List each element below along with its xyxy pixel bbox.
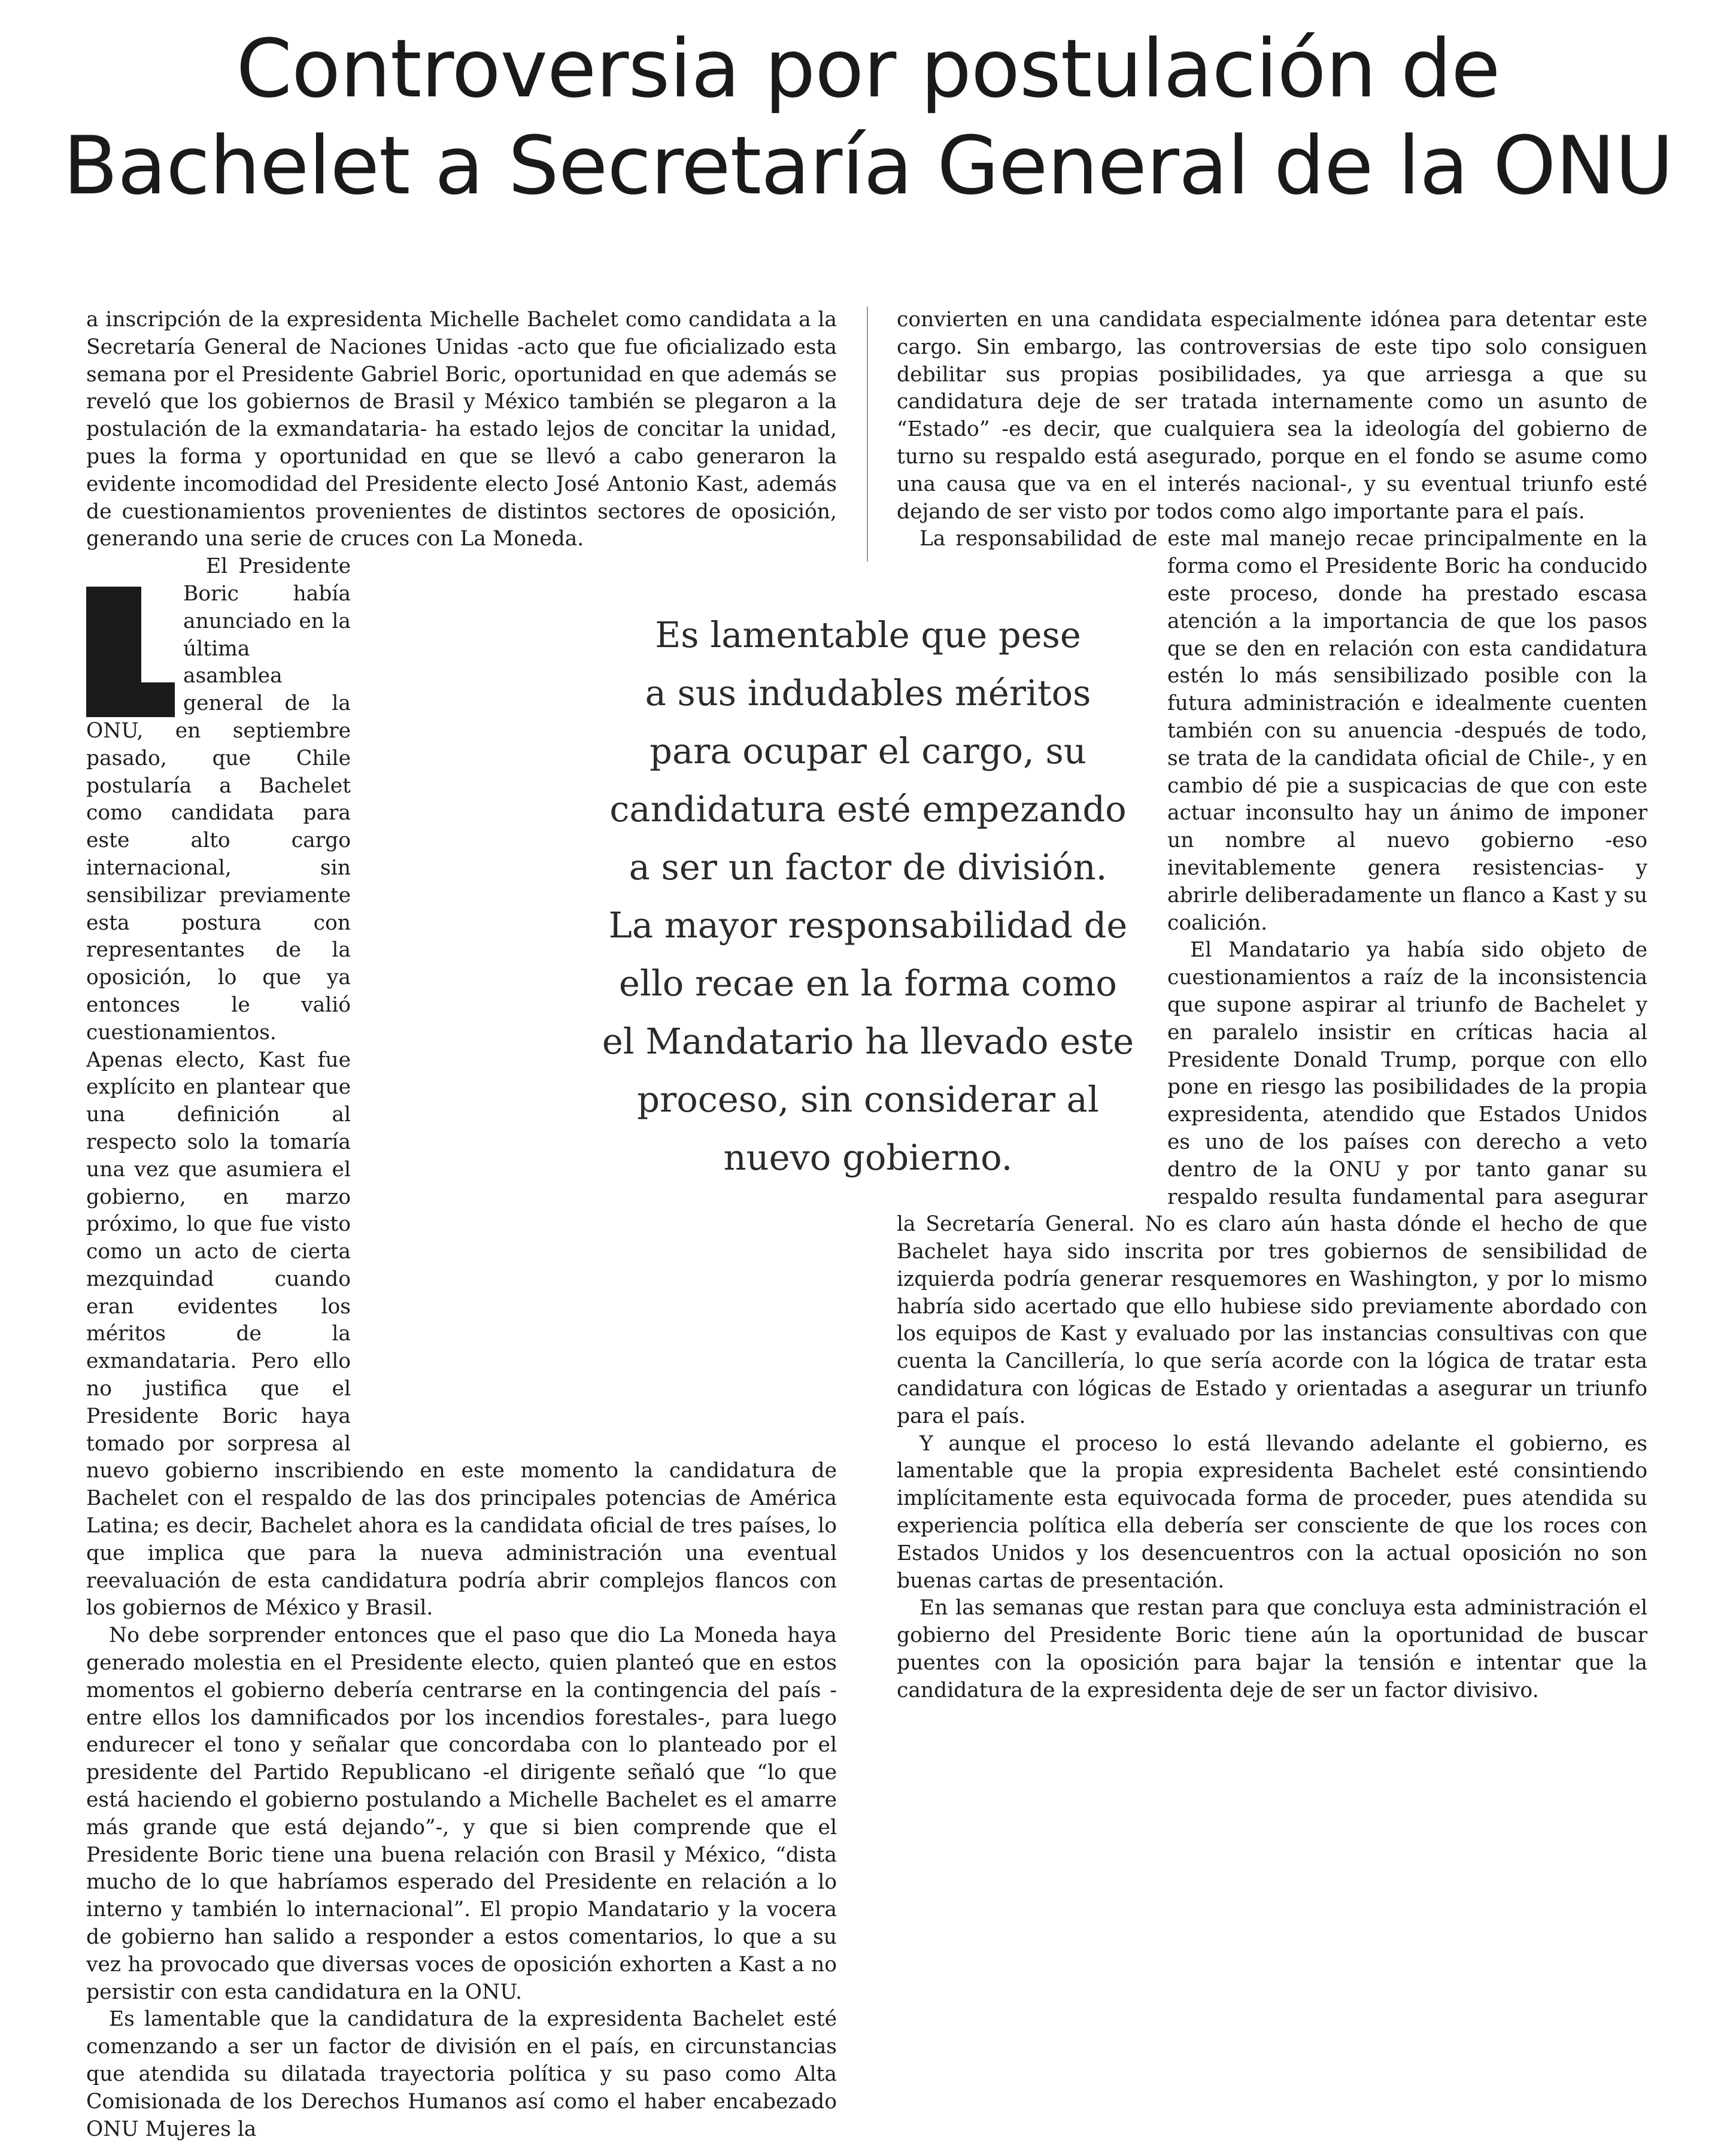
pull-quote-line: Es lamentable que pese [655,614,1081,655]
pull-quote-line: La mayor responsabilidad de [608,904,1128,946]
pull-quote-line: el Mandatario ha llevado este [602,1021,1134,1062]
article-paragraph: Es lamentable que la candidatura de la expresidenta Bachelet esté comenzando a ser un factor de división en el país, en circunstancias que atendida su dilatada trayectoria política y su paso como Alta Comisionada de los Derechos Humanos así como el haber encabezado ONU Mujeres la [86,2007,837,2141]
pull-quote-line: nuevo gobierno. [723,1137,1013,1178]
article-paragraph: a inscripción de la expresidenta Michelle Bachelet como candidata a la Secretaría General de Naciones Unidas -acto que fue oficializado esta semana por el Presidente Gabriel Boric, oportunidad en que además se reveló que los gobiernos de Brasil y México también se plegaron a la postulación de la exmandataria- ha estado lejos de concitar la unidad, pues la forma y oportunidad en que se llevó a cabo generaron la evidente incomodidad del Presidente electo José Antonio Kast, además de cuestionamientos provenientes de distintos sectores de oposición, generando una serie de cruces con La Moneda. [86,308,837,551]
article-paragraph: El Mandatario ya había sido objeto de cuestionamientos a raíz de la inconsistencia que supone aspirar al triunfo de Bachelet y en paralelo insistir en críticas hacia al Presidente Donald Trump, porque con ello pone en riesgo las posibilidades de la propia expresidenta, atendido que Estados Unidos es uno de los países con derecho a veto dentro de la ONU y por tanto ganar su respaldo resulta fundamental para asegurar la Secretaría General. No es claro aún hasta dónde el hecho de que Bachelet haya sido inscrita por tres gobiernos de sensibilidad de izquierda podría generar resquemores en Washington, y por lo mismo habría sido acertado que ello hubiese sido previamente abordado con los equipos de Kast y evaluado por las instancias consultivas con que cuenta la Cancillería, lo que sería acorde con la lógica de tratar esta candidatura con lógicas de Estado y orientadas a asegurar un triunfo para el país. [897,938,1647,1428]
article-paragraph: Y aunque el proceso lo está llevando adelante el gobierno, es lamentable que la propia expresidenta Bachelet esté consintiendo implícitamente esta equivocada forma de proceder, pues atendida su experiencia política ella debería ser consciente de que los roces con Estados Unidos y los desencuentros con la actual oposición no son buenas cartas de presentación. [897,1431,1647,1593]
pull-quote-line: proceso, sin considerar al [637,1079,1099,1120]
article-paragraph: convierten en una candidata especialmente idónea para detentar este cargo. Sin embargo, las controversias de este tipo solo consiguen debilitar sus propias posibilidades, ya que arriesga a que su candidatura deje de ser tratada internamente como un asunto de “Estado” -es decir, que cualquiera sea la ideología del gobierno de turno su respaldo está asegurado, porque en el fondo se asume como una causa que va en el interés nacional-, y su eventual triunfo esté dejando de ser visto por todos como algo importante para el país. [897,308,1647,524]
column-divider [867,306,868,561]
headline [24,20,1712,214]
pull-quote-line: ello recae en la forma como [619,963,1117,1004]
headline-line-2: Bachelet a Secretaría General de la ONU [63,119,1673,213]
article-column-left [86,306,837,2143]
article-paragraph: En las semanas que restan para que concluya esta administración el gobierno del Presidente Boric tiene aún la oportunidad de buscar puentes con la oposición para bajar la tensión e intentar que la candidatura de la expresidenta deje de ser un factor divisivo. [897,1596,1647,1702]
pull-quote-line: a sus indudables méritos [645,672,1091,714]
article-paragraph: No debe sorprender entonces que el paso que dio La Moneda haya generado molestia en el Presidente electo, quien planteó que en estos momentos el gobierno debería centrarse en la contingencia del país -entre ellos los damnificados por los incendios forestales-, para luego endurecer el tono y señalar que concordaba con lo planteado por el presidente del Partido Republicano -el dirigente señaló que “lo que está haciendo el gobierno postulando a Michelle Bachelet es el amarre más grande que está dejando”-, y que si bien comprende que el Presidente Boric tiene una buena relación con Brasil y México, “dista mucho de lo que habríamos esperado del Presidente en relación a lo interno y también lo internacional”. El propio Mandatario y la vocera de gobierno han salido a responder a estos comentarios, lo que a su vez ha provocado que diversas voces de oposición exhorten a Kast a no persistir con esta candidatura en la ONU. [86,1623,837,2004]
pull-quote-line: para ocupar el cargo, su [650,730,1086,772]
article-paragraph: La responsabilidad de este mal manejo recae principalmente en la forma como el Presidente Boric ha conducido este proceso, donde ha prestado escasa atención a la importancia de que los pasos que se den en relación con esta candidatura estén lo más sensibilizado posible con la futura administración e idealmente cuenten también con su anuencia -después de todo, se trata de la candidata oficial de Chile-, y en cambio dé pie a suspicacias de que con este actuar inconsulto hay un ánimo de imponer un nombre al nuevo gobierno -eso inevitablemente genera resistencias- y abrirle deliberadamente un flanco a Kast y su coalición. [919,527,1647,935]
pull-quote-line: a ser un factor de división. [629,846,1107,888]
headline-line-1: Controversia por postulación de [236,22,1500,116]
pull-quote-line: candidatura esté empezando [609,788,1127,830]
drop-cap-l [86,587,175,717]
pull-quote [590,606,1146,1186]
article-paragraph: El Presidente Boric había anunciado en la última asamblea general de la ONU, en septiembre pasado, que Chile postularía a Bachelet como candidata para este alto cargo internacional, sin sensibilizar previamente esta postura con representantes de la oposición, lo que ya entonces le valió cuestionamientos. Apenas electo, Kast fue explícito en plantear que una definición al respecto solo la tomaría una vez que asumiera el gobierno, en marzo próximo, lo que fue visto como un acto de cierta mezquindad cuando eran evidentes los méritos de la exmandataria. Pero ello no justifica que el Presidente Boric haya tomado por sorpresa al nuevo gobierno inscribiendo en este momento la candidatura de Bachelet con el respaldo de las dos principales potencias de América Latina; es decir, Bachelet ahora es la candidata oficial de tres países, lo que implica que para la nueva administración una eventual reevaluación de esta candidatura podría abrir complejos flancos con los gobiernos de México y Brasil. [86,554,837,1620]
